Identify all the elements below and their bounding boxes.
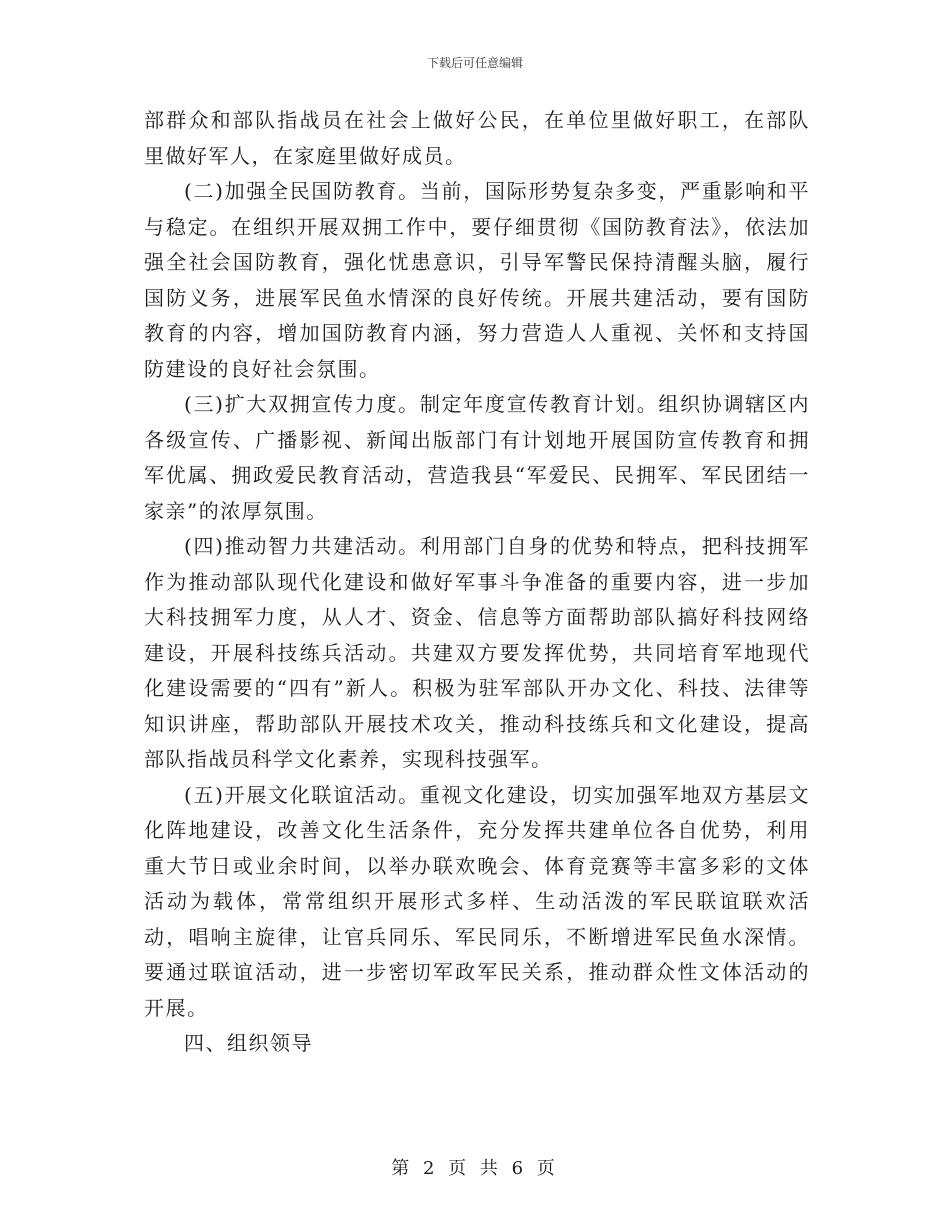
paragraph-publicity: (三)扩大双拥宣传力度。制定年度宣传教育计划。组织协调辖区内各级宣传、广播影视、新闻出版部门有计划地开展国防宣传教育和拥军优属、拥政爱民教育活动，营造我县“军爱民、民拥军、军民团结一家亲”的浓厚氛围。	[144, 392, 810, 523]
paragraph-continuation: 部群众和部队指战员在社会上做好公民，在单位里做好职工，在部队里做好军人，在家庭里做好成员。	[144, 108, 810, 168]
header-note: 下载后可任意编辑	[426, 56, 523, 70]
paragraph-national-defense-education: (二)加强全民国防教育。当前，国际形势复杂多变，严重影响和平与稳定。在组织开展双拥工作中，要仔细贯彻《国防教育法》，依法加强全社会国防教育，强化忧患意识，引导军警民保持清醒头脑，履行国防义务，进展军民鱼水情深的良好传统。开展共建活动，要有国防教育的内容，增加国防教育内涵，努力营造人人重视、关怀和支持国防建设的良好社会氛围。	[144, 179, 810, 381]
document-body	[144, 103, 810, 1062]
paragraph-intellectual-cobuilding: (四)推动智力共建活动。利用部门自身的优势和特点，把科技拥军作为推动部队现代化建设和做好军事斗争准备的重要内容，进一步加大科技拥军力度，从人才、资金、信息等方面帮助部队搞好科技网络建设，开展科技练兵活动。共建双方要发挥优势，共同培育军地现代化建设需要的“四有”新人。积极为驻军部队开办文化、科技、法律等知识讲座，帮助部队开展技术攻关，推动科技练兵和文化建设，提高部队指战员科学文化素养，实现科技强军。	[144, 534, 810, 771]
section-heading: 四、组织领导	[184, 1031, 313, 1055]
paragraph-cultural-activities: (五)开展文化联谊活动。重视文化建设，切实加强军地双方基层文化阵地建设，改善文化生活条件，充分发挥共建单位各自优势，利用重大节日或业余时间，以举办联欢晚会、体育竞赛等丰富多彩的文体活动为载体，常常组织开展形式多样、生动活泼的军民联谊联欢活动，唱响主旋律，让官兵同乐、军民同乐，不断增进军民鱼水深情。要通过联谊活动，进一步密切军政军民关系，推动群众性文体活动的开展。	[144, 782, 810, 1020]
page-number: 第 2 页 共 6 页	[391, 1158, 559, 1179]
